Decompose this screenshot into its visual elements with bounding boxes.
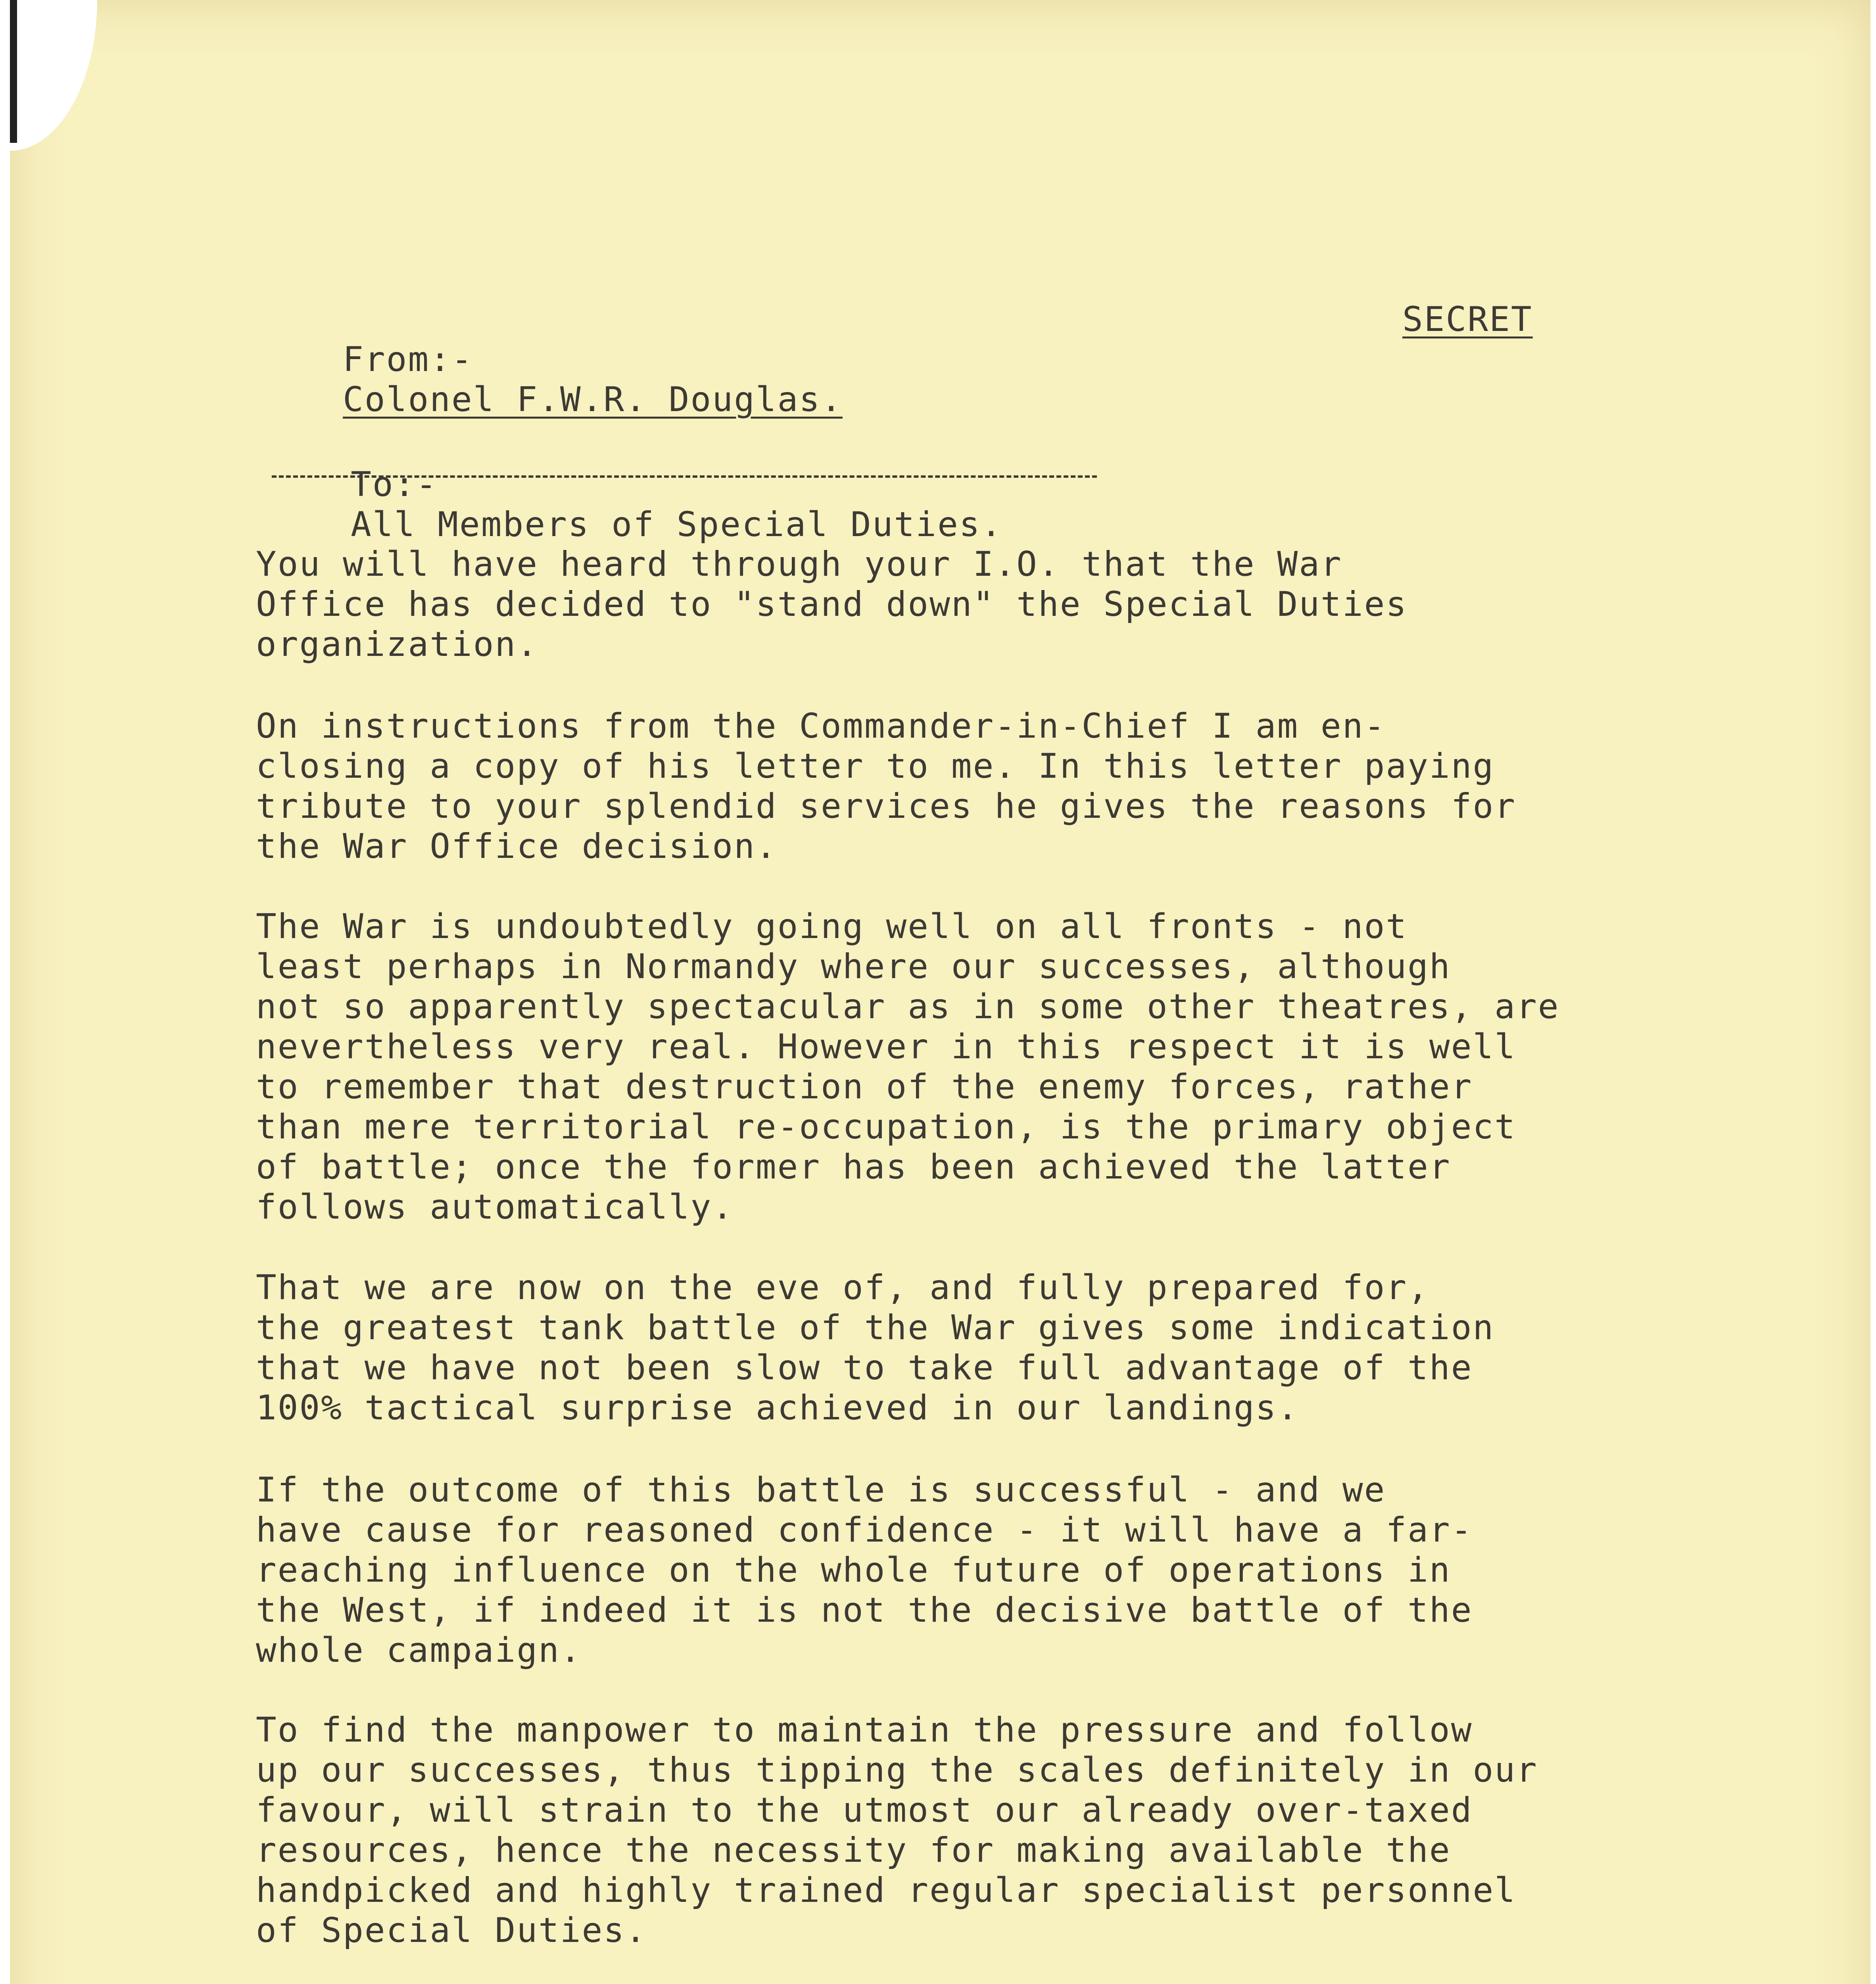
body-paragraph: On instructions from the Commander-in-Chief I am en- closing a copy of his letter to me. In this letter paying tribute to your splendid services he gives the reasons for the War Office decision. bbox=[256, 706, 1517, 866]
body-paragraph: The War is undoubtedly going well on all fronts - not least perhaps in Normandy where our successes, although not so apparently spectacular as in some other theatres, are nevertheless very real. However in this respect it is well to remember that destruction of the enemy forces, rather than mere territorial re-occupation, is the primary object of battle; once the former has been achieved the latter follows automatically. bbox=[256, 907, 1560, 1227]
classification-label: SECRET bbox=[1402, 300, 1533, 339]
letter-page bbox=[10, 0, 1870, 1984]
body-paragraph: You will have heard through your I.O. that the War Office has decided to "stand down" the Special Duties organization. bbox=[256, 544, 1408, 664]
to-prefix: To:- bbox=[351, 465, 438, 504]
from-name: Colonel F.W.R. Douglas. bbox=[343, 380, 843, 419]
body-paragraph: That we are now on the eve of, and fully prepared for, the greatest tank battle of the War gives some indication that we have not been slow to take full advantage of the 100% tactical surprise achieved in our landings. bbox=[256, 1268, 1495, 1428]
body-paragraph: If the outcome of this battle is successful - and we have cause for reasoned confidence - it will have a far- reaching influence on the whole future of operations in the West, if indeed it is not the decisive battle of the whole campaign. bbox=[256, 1470, 1473, 1670]
header-divider bbox=[272, 475, 1097, 478]
page-edge-shadow bbox=[10, 0, 17, 143]
to-recipients: All Members of Special Duties. bbox=[351, 505, 1003, 544]
from-prefix: From:- bbox=[343, 340, 473, 379]
torn-corner bbox=[10, 0, 97, 151]
body-paragraph: To find the manpower to maintain the pressure and follow up our successes, thus tipping the scales definitely in our favour, will strain to the utmost our already over-taxed resources, hence the necessity for making available the handpicked and highly trained regular specialist personnel of Special Duties. bbox=[256, 1710, 1538, 1950]
